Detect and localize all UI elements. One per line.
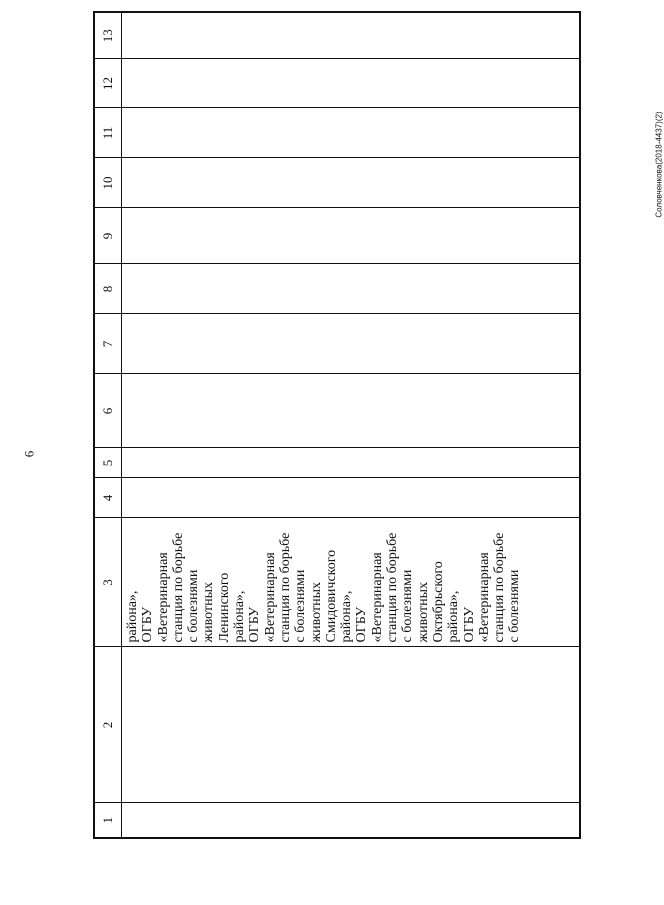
text-line: района», bbox=[339, 590, 355, 643]
column-number-cell: 3 bbox=[94, 518, 122, 647]
text-line: ОГБУ bbox=[247, 606, 263, 643]
column-number-cell: 11 bbox=[94, 108, 122, 158]
column-number-cell: 4 bbox=[94, 478, 122, 518]
column-number-cell: 5 bbox=[94, 448, 122, 478]
table-cell bbox=[122, 647, 581, 803]
text-line: животных bbox=[308, 581, 324, 643]
table-cell bbox=[122, 108, 581, 158]
text-line: с болезнями bbox=[507, 569, 523, 643]
text-line: животных bbox=[201, 581, 217, 643]
text-line: станция по борьбе bbox=[170, 532, 186, 643]
table-cell bbox=[122, 314, 581, 374]
table-cell bbox=[122, 158, 581, 208]
column-number-cell: 10 bbox=[94, 158, 122, 208]
text-line: Октябрьского bbox=[430, 561, 446, 643]
document-table bbox=[93, 11, 581, 839]
text-line: района», bbox=[125, 590, 140, 643]
table-cell bbox=[122, 59, 581, 108]
table-cell bbox=[122, 374, 581, 448]
text-line: «Ветеринарная bbox=[369, 552, 385, 643]
organization-list-cell bbox=[122, 518, 581, 647]
column-number-cell: 2 bbox=[94, 647, 122, 803]
table-row bbox=[122, 12, 581, 838]
text-line: станция по борьбе bbox=[492, 532, 508, 643]
text-line: с болезнями bbox=[293, 569, 309, 643]
text-line: «Ветеринарная bbox=[262, 552, 278, 643]
column-number-cell: 12 bbox=[94, 59, 122, 108]
text-line: района», bbox=[446, 590, 462, 643]
text-line: станция по борьбе bbox=[385, 532, 401, 643]
document-side-note: Соловченкова(2018-4437)(2) bbox=[654, 111, 664, 218]
table-cell bbox=[122, 478, 581, 518]
page-number: 6 bbox=[21, 450, 37, 458]
table-cell bbox=[122, 208, 581, 264]
text-line: ОГБУ bbox=[140, 606, 156, 643]
document-table-wrapper bbox=[93, 13, 581, 839]
column-number-cell: 8 bbox=[94, 264, 122, 314]
column-number-cell: 6 bbox=[94, 374, 122, 448]
text-line: ОГБУ bbox=[461, 606, 477, 643]
text-line: «Ветеринарная bbox=[155, 552, 171, 643]
table-cell bbox=[122, 264, 581, 314]
text-line: района», bbox=[232, 590, 248, 643]
text-line: Ленинского bbox=[216, 572, 232, 643]
text-line: животных bbox=[415, 581, 431, 643]
rotated-table-container bbox=[93, 13, 581, 839]
column-number-cell: 13 bbox=[94, 12, 122, 59]
column-number-cell: 9 bbox=[94, 208, 122, 264]
table-cell bbox=[122, 12, 581, 59]
text-line: с болезнями bbox=[400, 569, 416, 643]
text-line: «Ветеринарная bbox=[476, 552, 492, 643]
column-number-cell: 7 bbox=[94, 314, 122, 374]
table-cell bbox=[122, 448, 581, 478]
text-line: станция по борьбе bbox=[277, 532, 293, 643]
table-cell bbox=[122, 803, 581, 838]
text-line: Смидовичского bbox=[323, 549, 339, 643]
text-line: ОГБУ bbox=[354, 606, 370, 643]
column-number-cell: 1 bbox=[94, 803, 122, 838]
column-number-row bbox=[94, 12, 122, 838]
text-line: с болезнями bbox=[186, 569, 202, 643]
